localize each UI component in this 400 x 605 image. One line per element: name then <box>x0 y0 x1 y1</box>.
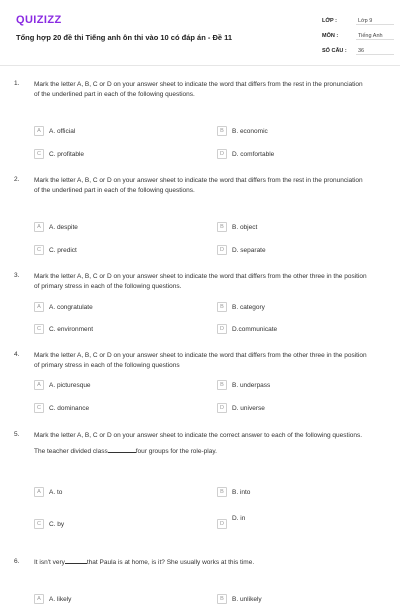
option-text: B. object <box>232 223 258 231</box>
option-letter-box: C <box>34 324 44 334</box>
worksheet-meta <box>322 14 394 59</box>
question-line: Mark the letter A, B, C or D on your answer sheet to indicate the word that differs from the other three in the position <box>34 352 367 359</box>
question-text <box>34 80 390 99</box>
option-a[interactable] <box>34 486 62 498</box>
quizizz-logo: QUIZIZZ <box>16 14 62 26</box>
option-c[interactable] <box>34 518 64 530</box>
option-b[interactable] <box>217 221 257 233</box>
option-text: C. by <box>49 520 65 528</box>
sentence-after: four groups for the role-play. <box>135 447 217 455</box>
option-letter-box: C <box>34 245 44 255</box>
option-text: A. despite <box>49 223 78 231</box>
option-text: B. economic <box>232 127 268 135</box>
header-divider <box>0 65 400 66</box>
option-letter-box: C <box>34 519 44 529</box>
option-d[interactable] <box>217 515 245 527</box>
option-text: B. category <box>232 303 265 311</box>
option-text: C. environment <box>49 325 94 333</box>
worksheet-title: Tổng hợp 20 đề thi Tiếng anh ôn thi vào 10 có đáp án - Đề 11 <box>16 33 233 42</box>
option-text: A. congratulate <box>49 303 93 311</box>
meta-class-value: Lớp 9 <box>356 18 394 25</box>
question-line: of primary stress in each of the following questions. <box>34 282 182 290</box>
option-c[interactable] <box>34 244 77 256</box>
question-sentence <box>34 558 390 568</box>
option-text: B. into <box>232 488 251 496</box>
option-letter-box: B <box>217 126 227 136</box>
question-line: Mark the letter A, B, C or D on your answer sheet to indicate the word that differs from the rest in the pronunciation <box>34 81 363 88</box>
question-number: 1. <box>14 80 20 87</box>
option-text: B. unlikely <box>232 595 262 603</box>
question-text <box>34 272 390 291</box>
answer-blank <box>108 452 136 453</box>
option-letter-box: B <box>217 380 227 390</box>
option-letter-box: D <box>217 519 227 529</box>
option-d[interactable] <box>217 402 265 414</box>
question-text <box>34 431 390 456</box>
meta-subject-label: MÔN : <box>322 33 339 39</box>
option-letter-box: A <box>34 126 44 136</box>
option-letter-box: C <box>34 403 44 413</box>
option-c[interactable] <box>34 148 84 160</box>
question-number: 2. <box>14 176 20 183</box>
option-a[interactable] <box>34 379 91 391</box>
option-text: C. predict <box>49 246 77 254</box>
question-text <box>34 351 390 370</box>
option-letter-box: B <box>217 302 227 312</box>
option-text: D. in <box>232 515 246 522</box>
option-letter-box: A <box>34 594 44 604</box>
sentence-before: It isn't very <box>34 559 65 566</box>
option-letter-box: D <box>217 403 227 413</box>
meta-count-value: 36 <box>356 48 394 55</box>
meta-subject-value: Tiếng Anh <box>356 33 394 40</box>
option-letter-box: B <box>217 487 227 497</box>
meta-subject-row <box>322 29 394 43</box>
option-text: D. comfortable <box>232 150 275 158</box>
option-text: B. underpass <box>232 381 271 389</box>
option-d[interactable] <box>217 244 266 256</box>
option-letter-box: C <box>34 149 44 159</box>
question-number: 6. <box>14 558 20 565</box>
option-text: D. universe <box>232 404 265 412</box>
question-line: of primary stress in each of the following questions <box>34 361 180 369</box>
question-text <box>34 176 390 195</box>
option-text: C. profitable <box>49 150 85 158</box>
option-a[interactable] <box>34 593 71 605</box>
question-sentence <box>34 447 390 457</box>
option-text: A. picturesque <box>49 381 91 389</box>
option-b[interactable] <box>217 486 250 498</box>
option-d[interactable] <box>217 148 274 160</box>
question-line: Mark the letter A, B, C or D on your answer sheet to indicate the word that differs from the other three in the position <box>34 273 367 280</box>
option-b[interactable] <box>217 125 268 137</box>
option-letter-box: A <box>34 380 44 390</box>
question-line: Mark the letter A, B, C or D on your answer sheet to indicate the correct answer to each of the following questions. <box>34 432 363 439</box>
sentence-after: that Paula is at home, is it? She usually works at this time. <box>86 559 255 566</box>
option-letter-box: D <box>217 324 227 334</box>
meta-count-row <box>322 44 394 58</box>
meta-class-row <box>322 14 394 28</box>
option-c[interactable] <box>34 402 89 414</box>
option-b[interactable] <box>217 593 262 605</box>
option-letter-box: B <box>217 222 227 232</box>
option-c[interactable] <box>34 323 93 335</box>
option-text: C. dominance <box>49 404 90 412</box>
option-d[interactable] <box>217 323 277 335</box>
option-letter-box: D <box>217 245 227 255</box>
sentence-before: The teacher divided class <box>34 447 108 455</box>
option-a[interactable] <box>34 221 78 233</box>
question-text <box>34 558 390 568</box>
option-letter-box: A <box>34 302 44 312</box>
option-text: D.communicate <box>232 325 278 333</box>
question-line: of the underlined part in each of the following questions. <box>34 186 195 194</box>
meta-class-label: LỚP : <box>322 18 337 24</box>
option-letter-box: D <box>217 149 227 159</box>
option-text: A. to <box>49 488 63 496</box>
option-text: A. likely <box>49 595 72 603</box>
option-text: A. official <box>49 127 76 135</box>
question-line: of the underlined part in each of the following questions. <box>34 90 195 98</box>
meta-count-label: SỐ CÂU : <box>322 48 347 54</box>
option-b[interactable] <box>217 379 270 391</box>
option-letter-box: A <box>34 222 44 232</box>
option-b[interactable] <box>217 301 265 313</box>
option-letter-box: B <box>217 594 227 604</box>
question-number: 5. <box>14 431 20 438</box>
question-line: Mark the letter A, B, C or D on your answer sheet to indicate the word that differs from the rest in the pronunciation <box>34 177 363 184</box>
question-number: 4. <box>14 351 20 358</box>
option-letter-box: A <box>34 487 44 497</box>
option-a[interactable] <box>34 301 93 313</box>
question-number: 3. <box>14 272 20 279</box>
answer-blank <box>65 563 87 564</box>
option-text: D. separate <box>232 246 266 254</box>
option-a[interactable] <box>34 125 75 137</box>
